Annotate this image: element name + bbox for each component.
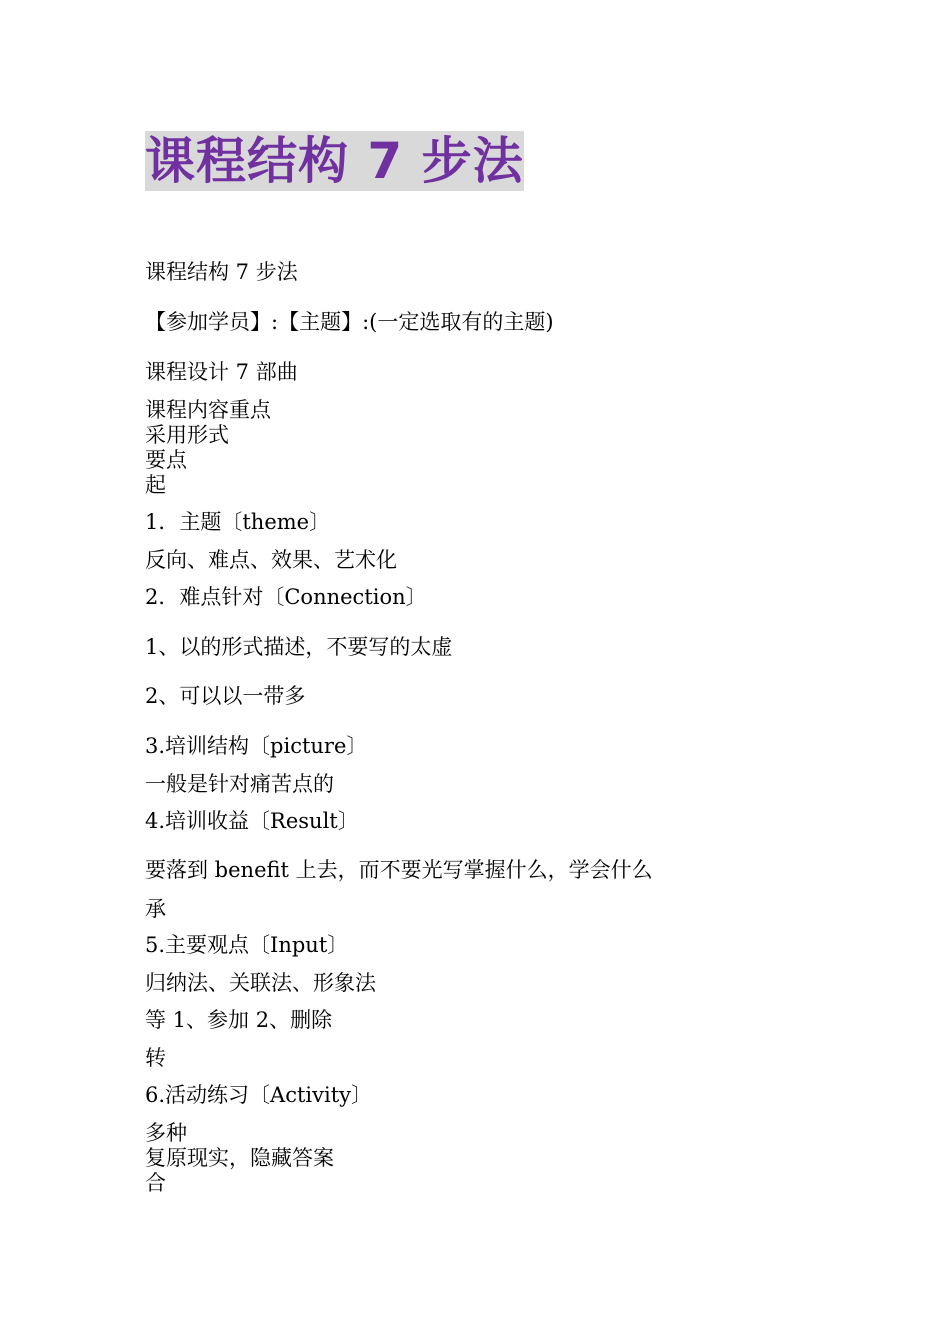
step-1-line: 1．主题〔theme〕 [145,510,331,534]
step-6-detail-1-line: 多种 [145,1121,187,1145]
step-5-detail-line: 归纳法、关联法、形象法 [145,971,376,995]
step-5-line: 5.主要观点〔Input〕 [145,933,349,957]
course-design-line: 课程设计 7 部曲 [145,360,298,384]
section-he-line: 合 [145,1171,166,1195]
section-cheng-line: 承 [145,897,166,921]
step-6-line: 6.活动练习〔Activity〕 [145,1083,373,1107]
format-line: 采用形式 [145,423,229,447]
step-4-line: 4.培训收益〔Result〕 [145,809,359,833]
heading-line: 课程结构 7 步法 [145,260,298,284]
section-qi-line: 起 [145,473,166,497]
step-6-detail-2-line: 复原现实，隐藏答案 [145,1146,334,1170]
step-4-detail-line: 要落到 benefit 上去，而不要光写掌握什么，学会什么 [145,858,653,882]
step-3-detail-line: 一般是针对痛苦点的 [145,772,334,796]
step-2-line: 2．难点针对〔Connection〕 [145,585,427,609]
document-title: 课程结构 7 步法 [145,132,524,190]
course-content-line: 课程内容重点 [145,398,271,422]
step-5-detail-2-line: 等 1、参加 2、删除 [145,1008,333,1032]
step-3-line: 3.培训结构〔picture〕 [145,734,368,758]
step-2-detail-2-line: 2、可以以一带多 [145,684,306,708]
section-zhuan-line: 转 [145,1046,166,1070]
participants-topic-line: 【参加学员】:【主题】:(一定选取有的主题) [145,310,554,334]
step-2-detail-1-line: 1、以的形式描述，不要写的太虚 [145,635,453,659]
step-1-detail-line: 反向、难点、效果、艺术化 [145,548,397,572]
key-points-line: 要点 [145,448,187,472]
